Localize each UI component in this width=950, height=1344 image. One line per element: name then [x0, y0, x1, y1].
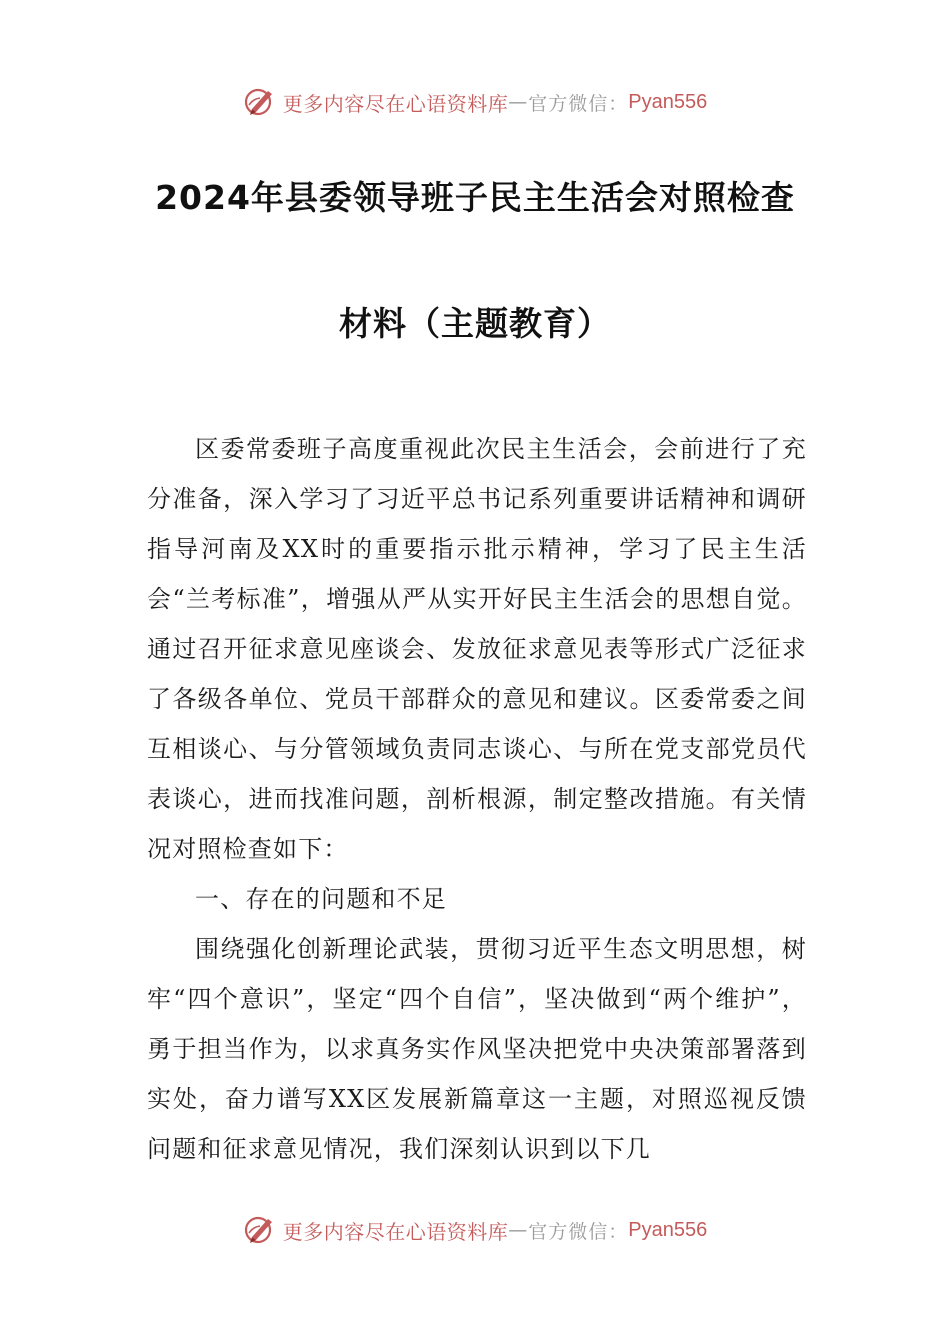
document-title-line1: 2024年县委领导班子民主生活会对照检查	[155, 178, 795, 217]
watermark-dash: —	[508, 1219, 529, 1241]
watermark-text: 更多内容尽在心语资料库	[282, 91, 509, 116]
watermark-official-label: 官方微信：	[528, 92, 629, 115]
watermark-wechat-id: Pyan556	[628, 1218, 708, 1241]
watermark-dash: —	[508, 91, 529, 113]
watermark-banner-top	[0, 82, 950, 122]
watermark-official-label: 官方微信：	[528, 1220, 629, 1243]
pen-logo-icon	[243, 85, 277, 119]
watermark-wechat-id: Pyan556	[628, 90, 708, 113]
document-title-line2: 材料（主题教育）	[339, 304, 611, 343]
paragraph-intro: 区委常委班子高度重视此次民主生活会，会前进行了充分准备，深入学习了习近平总书记系列重要讲话精神和调研指导河南及XX时的重要指示批示精神，学习了民主生活会“兰考标准”，增强从严从实开好民主生活会的思想自觉。通过召开征求意见座谈会、发放征求意见表等形式广泛征求了各级各单位、党员干部群众的意见和建议。区委常委之间互相谈心、与分管领域负责同志谈心、与所在党支部党员代表谈心，进而找准问题，剖析根源，制定整改措施。有关情况对照检查如下：	[147, 435, 807, 863]
watermark-text: 更多内容尽在心语资料库	[282, 1219, 509, 1244]
document-body	[147, 424, 807, 1174]
watermark-banner-bottom	[0, 1210, 950, 1250]
pen-logo-icon	[243, 1213, 277, 1247]
section-heading: 一、存在的问题和不足	[195, 885, 447, 913]
paragraph-problems: 围绕强化创新理论武装，贯彻习近平生态文明思想，树牢“四个意识”，坚定“四个自信”，坚决做到“两个维护”，勇于担当作为，以求真务实作风坚决把党中央决策部署落到实处，奋力谱写XX区发展新篇章这一主题，对照巡视反馈问题和征求意见情况，我们深刻认识到以下几	[147, 935, 807, 1163]
